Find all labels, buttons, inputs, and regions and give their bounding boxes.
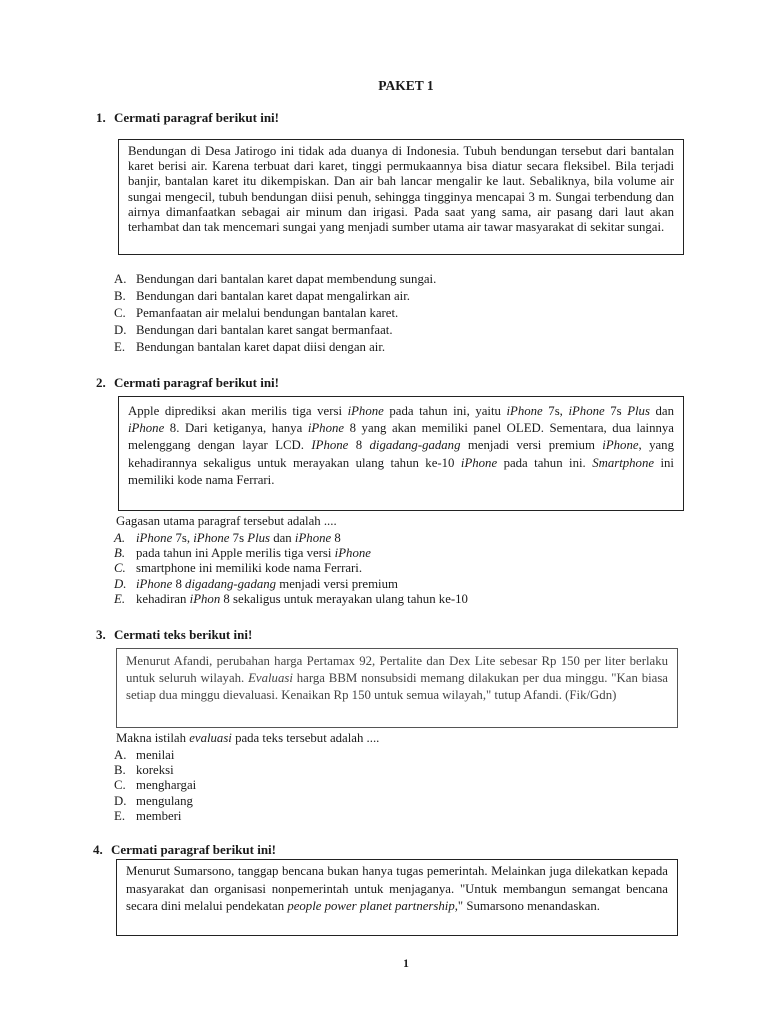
option-letter: B. xyxy=(114,763,126,778)
passage-text: Apple diprediksi akan merilis tiga versi xyxy=(128,404,348,418)
option-italic: iPhone xyxy=(136,576,173,591)
option-text: Bendungan dari bantalan karet dapat membendung sungai. xyxy=(136,272,437,286)
option-letter: A. xyxy=(114,748,127,762)
passage-italic: iPhone xyxy=(307,421,345,436)
q1-passage: Bendungan di Desa Jatirogo ini tidak ada duanya di Indonesia. Tubuh bendungan tersebut dari bantalan karet berisi air. Karena terbuat dari karet, tinggi permukaannya bisa diatur secara fleksibel. Bila terjadi banjir, bantalan karet itu dikempiskan. Dan air bah lancar mengalir ke laut. Sebaliknya, bila volume air sungai mengecil, tubuh bendungan diisi penuh, sehingga tingginya mencapai 3 m. Sungai terbendung dan airnya dimanfaatkan sebagai air minum dan irigasi. Pada saat yang sama, air pasang dari laut akan terhambat dan tak mencemari sungai yang menjadi sumber utama air tawar masyarakat di sekitar sungai. xyxy=(128,144,674,235)
option-italic: iPhone xyxy=(334,546,371,561)
prompt-text: pada teks tersebut adalah .... xyxy=(231,731,380,745)
passage-italic: iPhone xyxy=(506,404,543,418)
option-d[interactable] xyxy=(114,322,436,339)
option-text: 8 sekaligus untuk merayakan ulang tahun ke-10 xyxy=(220,591,468,606)
option-text: smartphone ini memiliki kode nama Ferrari. xyxy=(136,561,363,576)
option-text: Bendungan dari bantalan karet dapat mengalirkan air. xyxy=(136,289,410,303)
passage-italic: Smartphone xyxy=(592,455,655,470)
passage-text: Menurut Afandi, perubahan harga Pertamax 92, Pertalite dan Dex Lite sebesar Rp 150 per liter berlaku untuk seluruh wilayah. xyxy=(126,654,668,686)
prompt-text: Makna istilah xyxy=(116,731,190,745)
option-text: 8 xyxy=(331,531,341,545)
q2-heading xyxy=(96,375,279,391)
q3-options xyxy=(114,748,196,824)
q3-number: 3. xyxy=(96,627,106,642)
option-text: menilai xyxy=(136,748,175,762)
q4-heading-text: Cermati paragraf berikut ini! xyxy=(111,842,277,857)
q4-number: 4. xyxy=(93,842,103,857)
q3-heading xyxy=(96,627,252,643)
option-italic: iPhone xyxy=(136,531,173,545)
q4-passage xyxy=(126,864,668,913)
passage-text: harga BBM nonsubsidi memang dilakukan per dua minggu. "Kan biasa setiap dua minggu dievaluasi. Kenaikan Rp 150 untuk semua wilayah," tutup Afandi. (Fik/Gdn) xyxy=(126,671,668,703)
option-text: Bendungan dari bantalan karet sangat bermanfaat. xyxy=(136,323,393,337)
q4-heading xyxy=(93,842,276,858)
passage-text: 8 yang akan memiliki panel OLED. Sementara, dua lainnya melenggang dengan layar LCD. xyxy=(128,421,674,453)
option-a[interactable] xyxy=(114,271,436,288)
passage-italic: iPhone xyxy=(602,438,639,453)
option-italic: iPhone xyxy=(294,531,332,545)
option-a[interactable] xyxy=(114,531,468,546)
option-letter: D. xyxy=(114,576,127,591)
passage-text: 7s, xyxy=(542,404,569,418)
option-b[interactable] xyxy=(114,288,436,305)
option-letter: D. xyxy=(114,793,127,808)
option-text: mengulang xyxy=(136,793,193,808)
passage-italic: Plus xyxy=(627,404,650,418)
passage-text: , yang kehadirannya sekaligus untuk merayakan ulang tahun ke-10 xyxy=(128,438,674,470)
option-letter: C. xyxy=(114,306,126,320)
passage-text: ini memiliki kode nama Ferrari. xyxy=(128,455,674,487)
option-text: 8 xyxy=(172,576,186,591)
option-letter: E. xyxy=(114,591,126,606)
option-letter: E. xyxy=(114,340,126,354)
passage-italic: digadang-gadang xyxy=(369,438,461,453)
passage-text: pada tahun ini, yaitu xyxy=(383,404,507,418)
option-text: pada tahun ini Apple merilis tiga versi xyxy=(136,546,335,561)
option-d[interactable] xyxy=(114,577,468,592)
q2-passage-box xyxy=(118,396,684,511)
option-text: kehadiran xyxy=(136,591,190,606)
option-italic: digadang-gadang xyxy=(185,576,277,591)
option-text: menghargai xyxy=(136,778,197,793)
option-b[interactable] xyxy=(114,763,196,778)
option-c[interactable] xyxy=(114,305,436,322)
q2-options xyxy=(114,531,468,607)
passage-italic: iPhone xyxy=(460,455,498,470)
option-c[interactable] xyxy=(114,778,196,793)
q2-heading-text: Cermati paragraf berikut ini! xyxy=(114,375,280,390)
option-text: menjadi versi premium xyxy=(276,576,398,591)
option-text: Pemanfaatan air melalui bendungan bantalan karet. xyxy=(136,306,399,320)
option-e[interactable] xyxy=(114,809,196,824)
q3-passage xyxy=(126,654,668,702)
page-title: PAKET 1 xyxy=(378,78,434,93)
prompt-italic: evaluasi xyxy=(189,731,232,745)
passage-text: Menurut Sumarsono, tanggap bencana bukan hanya tugas pemerintah. Melainkan juga dilekatkan kepada masyarakat dan organisasi nonpemerintah untuk menjaganya. "Untuk membangun semangat bencana secara dini melalui pendekatan xyxy=(126,864,668,913)
option-letter: C. xyxy=(114,778,126,793)
option-a[interactable] xyxy=(114,748,196,763)
q1-number: 1. xyxy=(96,110,106,125)
passage-italic: Evaluasi xyxy=(248,671,293,686)
q2-number: 2. xyxy=(96,375,106,390)
option-b[interactable] xyxy=(114,546,468,561)
passage-text: ," Sumarsono menandaskan. xyxy=(454,899,600,913)
passage-italic: iPhone xyxy=(568,404,605,418)
option-text: dan xyxy=(270,531,295,545)
option-text: memberi xyxy=(136,808,182,823)
q1-passage-box xyxy=(118,139,684,255)
q2-passage xyxy=(128,404,674,487)
option-letter: A. xyxy=(114,531,126,545)
passage-text: menjadi versi premium xyxy=(460,438,603,453)
option-text: 7s xyxy=(229,531,248,545)
passage-text: 8. Dari ketiganya, hanya xyxy=(164,421,308,436)
passage-italic: people power planet partnership xyxy=(287,899,455,913)
option-letter: E. xyxy=(114,808,126,823)
passage-text: 8 xyxy=(348,438,370,453)
option-italic: iPhon xyxy=(189,591,221,606)
page-number: 1 xyxy=(403,958,409,970)
option-italic: iPhone xyxy=(193,531,230,545)
option-letter: A. xyxy=(114,272,127,286)
q1-heading-text: Cermati paragraf berikut ini! xyxy=(114,110,280,125)
option-letter: B. xyxy=(114,289,126,303)
passage-italic: IPhone xyxy=(311,438,349,453)
q1-options xyxy=(114,271,436,356)
passage-italic: iPhone xyxy=(347,404,384,418)
q1-heading xyxy=(96,110,279,126)
option-letter: D. xyxy=(114,323,127,337)
passage-text: pada tahun ini. xyxy=(497,455,593,470)
option-d[interactable] xyxy=(114,794,196,809)
option-e[interactable] xyxy=(114,339,436,356)
q3-prompt xyxy=(116,731,379,746)
option-text: 7s, xyxy=(172,531,194,545)
passage-text: dan xyxy=(649,404,674,418)
option-e[interactable] xyxy=(114,592,468,607)
q3-passage-box xyxy=(116,648,678,728)
q2-prompt: Gagasan utama paragraf tersebut adalah .... xyxy=(116,514,337,528)
option-letter: C. xyxy=(114,561,126,576)
option-c[interactable] xyxy=(114,561,468,576)
option-letter: B. xyxy=(114,546,126,561)
option-italic: Plus xyxy=(247,531,271,545)
passage-text: 7s xyxy=(604,404,628,418)
q3-heading-text: Cermati teks berikut ini! xyxy=(114,627,253,642)
q4-passage-box xyxy=(116,859,678,936)
option-text: koreksi xyxy=(136,763,174,778)
passage-italic: iPhone xyxy=(128,421,165,436)
option-text: Bendungan bantalan karet dapat diisi dengan air. xyxy=(136,340,386,354)
